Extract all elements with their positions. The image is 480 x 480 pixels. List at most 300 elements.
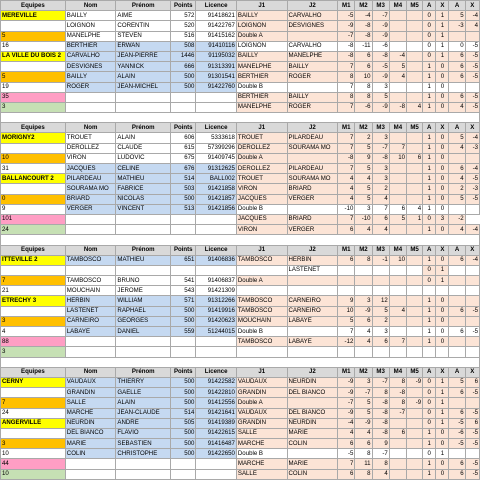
cell-a1[interactable]: 1 xyxy=(423,459,436,469)
cell-licence[interactable]: 91420623 xyxy=(196,316,237,326)
cell-a2[interactable] xyxy=(449,31,465,41)
cell-licence[interactable]: 91312266 xyxy=(196,296,237,306)
cell-j1[interactable] xyxy=(236,286,287,296)
cell-m1[interactable]: 4 xyxy=(338,174,355,184)
cell-nom[interactable]: GRANDIN xyxy=(65,388,116,398)
cell-points[interactable]: 503 xyxy=(171,184,196,194)
cell-x2[interactable]: 6 xyxy=(465,418,479,428)
cell-x2[interactable]: -5 xyxy=(465,439,479,449)
cell-m3[interactable] xyxy=(372,347,389,357)
cell-m5[interactable] xyxy=(406,337,422,347)
cell-a1[interactable]: 0 xyxy=(423,21,436,31)
cell-nom[interactable]: MARCHE xyxy=(65,408,116,418)
cell-m5[interactable] xyxy=(406,72,422,82)
cell-nom[interactable]: TROUET xyxy=(65,133,116,143)
cell-a1[interactable]: 1 xyxy=(423,133,436,143)
cell-licence[interactable]: 91419916 xyxy=(196,306,237,316)
cell-a1[interactable]: 1 xyxy=(423,428,436,438)
cell-m2[interactable]: 2 xyxy=(355,133,372,143)
cell-points[interactable]: 676 xyxy=(171,164,196,174)
cell-m4[interactable] xyxy=(389,296,406,306)
cell-j1[interactable]: Double A xyxy=(236,398,287,408)
column-header-equipes[interactable]: Equipes xyxy=(1,367,66,377)
cell-m2[interactable]: -8 xyxy=(355,31,372,41)
column-header-m5[interactable]: M5 xyxy=(406,245,422,255)
cell-m4[interactable] xyxy=(389,164,406,174)
column-header-m4[interactable]: M4 xyxy=(389,123,406,133)
cell-j1[interactable]: JACQUES xyxy=(236,194,287,204)
cell-m1[interactable]: 7 xyxy=(338,327,355,337)
cell-j1[interactable]: Double B xyxy=(236,327,287,337)
cell-licence[interactable]: 91421309 xyxy=(196,286,237,296)
cell-a1[interactable]: 0 xyxy=(423,449,436,459)
cell-m5[interactable] xyxy=(406,439,422,449)
cell-m1[interactable]: 9 xyxy=(338,296,355,306)
cell-prenom[interactable]: MATHIEU xyxy=(116,174,171,184)
cell-m1[interactable] xyxy=(338,265,355,275)
cell-m5[interactable] xyxy=(406,449,422,459)
cell-m2[interactable]: 4 xyxy=(355,337,372,347)
cell-x2[interactable]: -5 xyxy=(465,102,479,112)
cell-x2[interactable]: -5 xyxy=(465,306,479,316)
cell-points[interactable]: 500 xyxy=(171,398,196,408)
cell-m3[interactable]: -8 xyxy=(372,408,389,418)
cell-x1[interactable]: 0 xyxy=(436,327,449,337)
cell-prenom[interactable]: CELINE xyxy=(116,164,171,174)
cell-x1[interactable]: 0 xyxy=(436,153,449,163)
cell-m2[interactable]: 3 xyxy=(355,204,372,214)
column-header-m5[interactable]: M5 xyxy=(406,1,422,11)
cell-nom[interactable]: LOIGNON xyxy=(65,21,116,31)
cell-a2[interactable]: 6 xyxy=(449,62,465,72)
cell-a1[interactable]: 0 xyxy=(423,41,436,51)
cell-x1[interactable]: 1 xyxy=(436,41,449,51)
column-header-m1[interactable]: M1 xyxy=(338,1,355,11)
cell-m3[interactable]: -6 xyxy=(372,41,389,51)
cell-points[interactable]: 500 xyxy=(171,388,196,398)
cell-m4[interactable] xyxy=(389,194,406,204)
cell-equipes[interactable]: 7 xyxy=(1,398,66,408)
cell-j1[interactable]: Double A xyxy=(236,276,287,286)
cell-x2[interactable] xyxy=(465,337,479,347)
cell-licence[interactable]: 91406837 xyxy=(196,276,237,286)
column-header-points[interactable]: Points xyxy=(171,245,196,255)
cell-nom[interactable]: VAUDAUX xyxy=(65,377,116,387)
cell-m4[interactable]: 7 xyxy=(389,143,406,153)
column-header-prenom[interactable]: Prénom xyxy=(116,367,171,377)
cell-licence[interactable]: 91313391 xyxy=(196,62,237,72)
cell-m4[interactable] xyxy=(389,133,406,143)
cell-x2[interactable]: -5 xyxy=(465,428,479,438)
cell-nom[interactable] xyxy=(65,225,116,235)
cell-a1[interactable]: 1 xyxy=(423,164,436,174)
cell-points[interactable]: 500 xyxy=(171,428,196,438)
cell-points[interactable]: 541 xyxy=(171,276,196,286)
cell-m1[interactable]: 4 xyxy=(338,428,355,438)
column-header-a2[interactable]: A xyxy=(449,367,465,377)
cell-a2[interactable] xyxy=(449,296,465,306)
cell-j2[interactable]: ROGER xyxy=(287,102,338,112)
cell-j2[interactable]: COLIN xyxy=(287,469,338,479)
cell-m3[interactable]: 6 xyxy=(372,214,389,224)
cell-x1[interactable]: 0 xyxy=(436,439,449,449)
cell-m4[interactable] xyxy=(389,82,406,92)
cell-points[interactable]: 514 xyxy=(171,174,196,184)
cell-a2[interactable]: 0 xyxy=(449,41,465,51)
cell-nom[interactable]: BAILLY xyxy=(65,72,116,82)
cell-m1[interactable] xyxy=(338,276,355,286)
cell-x2[interactable] xyxy=(465,82,479,92)
cell-licence[interactable] xyxy=(196,225,237,235)
cell-x1[interactable]: 1 xyxy=(436,31,449,41)
cell-x1[interactable]: 0 xyxy=(436,306,449,316)
cell-licence[interactable]: 91406836 xyxy=(196,255,237,265)
cell-m1[interactable]: 4 xyxy=(338,184,355,194)
cell-licence[interactable]: 91415162 xyxy=(196,31,237,41)
cell-a1[interactable]: 0 xyxy=(423,377,436,387)
cell-j2[interactable]: PILARDEAU xyxy=(287,164,338,174)
cell-x2[interactable]: -5 xyxy=(465,92,479,102)
cell-licence[interactable]: 91421857 xyxy=(196,194,237,204)
column-header-m5[interactable]: M5 xyxy=(406,367,422,377)
cell-equipes[interactable]: 3 xyxy=(1,439,66,449)
cell-prenom[interactable] xyxy=(116,337,171,347)
cell-j2[interactable] xyxy=(287,449,338,459)
cell-j2[interactable] xyxy=(287,327,338,337)
column-header-x1[interactable]: X xyxy=(436,367,449,377)
cell-nom[interactable] xyxy=(65,102,116,112)
cell-licence[interactable] xyxy=(196,347,237,357)
cell-equipes[interactable]: 5 xyxy=(1,72,66,82)
cell-licence[interactable]: 91410116 xyxy=(196,41,237,51)
cell-a1[interactable] xyxy=(423,286,436,296)
column-header-x1[interactable]: X xyxy=(436,123,449,133)
cell-x2[interactable] xyxy=(465,296,479,306)
cell-x1[interactable]: 0 xyxy=(436,184,449,194)
cell-equipes[interactable]: 9 xyxy=(1,204,66,214)
cell-licence[interactable]: 91422582 xyxy=(196,377,237,387)
cell-m4[interactable] xyxy=(389,265,406,275)
cell-prenom[interactable]: GEORGES xyxy=(116,316,171,326)
cell-a1[interactable]: 1 xyxy=(423,306,436,316)
column-header-equipes[interactable]: Equipes xyxy=(1,245,66,255)
cell-points[interactable]: 500 xyxy=(171,306,196,316)
cell-m4[interactable]: 10 xyxy=(389,153,406,163)
cell-x1[interactable]: 0 xyxy=(436,428,449,438)
cell-prenom[interactable]: ALAIN xyxy=(116,72,171,82)
column-header-m5[interactable]: M5 xyxy=(406,123,422,133)
cell-j1[interactable]: JACQUES xyxy=(236,214,287,224)
cell-j1[interactable]: Double B xyxy=(236,204,287,214)
cell-prenom[interactable]: BRUNO xyxy=(116,276,171,286)
cell-x2[interactable]: -5 xyxy=(465,194,479,204)
cell-m2[interactable]: -9 xyxy=(355,418,372,428)
cell-m5[interactable] xyxy=(406,143,422,153)
cell-a1[interactable]: 1 xyxy=(423,153,436,163)
cell-nom[interactable] xyxy=(65,214,116,224)
cell-j2[interactable]: BAILLY xyxy=(287,62,338,72)
cell-points[interactable] xyxy=(171,92,196,102)
cell-x1[interactable] xyxy=(436,347,449,357)
column-header-j2[interactable]: J2 xyxy=(287,367,338,377)
column-header-m4[interactable]: M4 xyxy=(389,367,406,377)
cell-m5[interactable] xyxy=(406,347,422,357)
cell-x2[interactable]: -5 xyxy=(465,408,479,418)
cell-licence[interactable]: 91421856 xyxy=(196,204,237,214)
cell-m5[interactable] xyxy=(406,428,422,438)
cell-m3[interactable]: 5 xyxy=(372,306,389,316)
cell-a1[interactable]: 1 xyxy=(423,82,436,92)
cell-x1[interactable]: 3 xyxy=(436,214,449,224)
cell-x1[interactable]: 0 xyxy=(436,337,449,347)
cell-m2[interactable]: 5 xyxy=(355,398,372,408)
cell-j2[interactable]: DESVIGNES xyxy=(287,21,338,31)
cell-m1[interactable]: 7 xyxy=(338,82,355,92)
cell-nom[interactable]: DESVIGNES xyxy=(65,62,116,72)
column-header-a2[interactable]: A xyxy=(449,1,465,11)
cell-nom[interactable]: DEL BIANCO xyxy=(65,428,116,438)
cell-a1[interactable]: 0 xyxy=(423,398,436,408)
cell-m3[interactable] xyxy=(372,286,389,296)
cell-a1[interactable]: 0 xyxy=(423,51,436,61)
cell-m5[interactable] xyxy=(406,316,422,326)
cell-points[interactable]: 571 xyxy=(171,296,196,306)
cell-m5[interactable] xyxy=(406,11,422,21)
cell-a1[interactable]: 1 xyxy=(423,62,436,72)
cell-points[interactable]: 666 xyxy=(171,62,196,72)
cell-a1[interactable]: 1 xyxy=(423,184,436,194)
cell-a2[interactable]: 4 xyxy=(449,225,465,235)
cell-nom[interactable]: BRIARD xyxy=(65,194,116,204)
cell-m2[interactable] xyxy=(355,276,372,286)
cell-licence[interactable]: 91412556 xyxy=(196,398,237,408)
cell-a2[interactable]: -3 xyxy=(449,21,465,31)
cell-a1[interactable]: 0 xyxy=(423,214,436,224)
cell-x2[interactable] xyxy=(465,31,479,41)
cell-equipes[interactable] xyxy=(1,265,66,275)
column-header-prenom[interactable]: Prénom xyxy=(116,123,171,133)
cell-j2[interactable]: LABAYE xyxy=(287,316,338,326)
cell-j1[interactable]: Double A xyxy=(236,31,287,41)
cell-m1[interactable]: -9 xyxy=(338,408,355,418)
cell-a2[interactable]: -5 xyxy=(449,418,465,428)
cell-m2[interactable]: 4 xyxy=(355,225,372,235)
cell-m2[interactable]: 8 xyxy=(355,255,372,265)
cell-j2[interactable] xyxy=(287,204,338,214)
cell-a2[interactable]: -2 xyxy=(449,214,465,224)
cell-nom[interactable] xyxy=(65,265,116,275)
cell-m5[interactable] xyxy=(406,327,422,337)
cell-x1[interactable]: 1 xyxy=(436,377,449,387)
cell-m3[interactable]: -9 xyxy=(372,21,389,31)
cell-points[interactable] xyxy=(171,347,196,357)
cell-m5[interactable] xyxy=(406,62,422,72)
cell-m3[interactable]: -1 xyxy=(372,255,389,265)
cell-equipes[interactable]: MEREVILLE xyxy=(1,11,66,21)
cell-a1[interactable]: 1 xyxy=(423,174,436,184)
cell-points[interactable]: 516 xyxy=(171,31,196,41)
cell-j1[interactable]: BERTHIER xyxy=(236,92,287,102)
cell-j2[interactable]: MARIE xyxy=(287,428,338,438)
cell-j2[interactable]: VERGER xyxy=(287,225,338,235)
cell-m4[interactable] xyxy=(389,11,406,21)
cell-points[interactable]: 514 xyxy=(171,408,196,418)
cell-a2[interactable] xyxy=(449,449,465,459)
cell-j1[interactable]: TROUET xyxy=(236,133,287,143)
cell-m4[interactable] xyxy=(389,92,406,102)
cell-licence[interactable] xyxy=(196,102,237,112)
cell-a2[interactable]: 6 xyxy=(449,306,465,316)
cell-m4[interactable] xyxy=(389,286,406,296)
column-header-j2[interactable]: J2 xyxy=(287,1,338,11)
cell-nom[interactable]: CARNEIRO xyxy=(65,316,116,326)
cell-a2[interactable]: 6 xyxy=(449,469,465,479)
cell-a1[interactable]: 1 xyxy=(423,143,436,153)
cell-equipes[interactable]: 10 xyxy=(1,449,66,459)
cell-nom[interactable]: TAMBOSCO xyxy=(65,276,116,286)
cell-j1[interactable]: BERTHIER xyxy=(236,72,287,82)
cell-m3[interactable]: -5 xyxy=(372,62,389,72)
cell-equipes[interactable] xyxy=(1,306,66,316)
cell-m1[interactable]: 6 xyxy=(338,439,355,449)
column-header-points[interactable]: Points xyxy=(171,367,196,377)
cell-m1[interactable]: 7 xyxy=(338,62,355,72)
cell-prenom[interactable]: AIME xyxy=(116,11,171,21)
cell-m2[interactable]: 5 xyxy=(355,184,372,194)
cell-x2[interactable]: -5 xyxy=(465,62,479,72)
cell-m1[interactable]: -7 xyxy=(338,31,355,41)
cell-j1[interactable]: TROUET xyxy=(236,174,287,184)
cell-m5[interactable]: 4 xyxy=(406,102,422,112)
cell-licence[interactable]: BALL002 xyxy=(196,174,237,184)
cell-prenom[interactable]: ANDRE xyxy=(116,418,171,428)
column-header-m1[interactable]: M1 xyxy=(338,367,355,377)
cell-points[interactable] xyxy=(171,337,196,347)
column-header-nom[interactable]: Nom xyxy=(65,367,116,377)
cell-x2[interactable]: -5 xyxy=(465,72,479,82)
cell-prenom[interactable]: FABRICE xyxy=(116,184,171,194)
cell-nom[interactable]: ROGER xyxy=(65,82,116,92)
cell-j2[interactable]: BRIARD xyxy=(287,214,338,224)
cell-x2[interactable]: -5 xyxy=(465,459,479,469)
cell-x1[interactable]: 1 xyxy=(436,21,449,31)
cell-m1[interactable]: -5 xyxy=(338,449,355,459)
cell-m1[interactable]: -10 xyxy=(338,204,355,214)
cell-j2[interactable]: BAILLY xyxy=(287,92,338,102)
cell-equipes[interactable]: 3 xyxy=(1,347,66,357)
cell-licence[interactable]: 91421858 xyxy=(196,184,237,194)
cell-a2[interactable]: 6 xyxy=(449,72,465,82)
cell-a1[interactable]: 1 xyxy=(423,225,436,235)
cell-equipes[interactable]: 10 xyxy=(1,469,66,479)
cell-j1[interactable]: MARCHE xyxy=(236,439,287,449)
cell-x1[interactable]: 1 xyxy=(436,398,449,408)
cell-prenom[interactable]: JEAN-PIERRE xyxy=(116,51,171,61)
cell-m2[interactable]: 6 xyxy=(355,439,372,449)
cell-licence[interactable]: 91422767 xyxy=(196,21,237,31)
cell-x1[interactable]: 0 xyxy=(436,92,449,102)
column-header-points[interactable]: Points xyxy=(171,123,196,133)
cell-a2[interactable] xyxy=(449,204,465,214)
cell-j2[interactable]: LABAYE xyxy=(287,337,338,347)
column-header-j1[interactable]: J1 xyxy=(236,245,287,255)
cell-points[interactable] xyxy=(171,469,196,479)
cell-nom[interactable]: BERTHIER xyxy=(65,41,116,51)
cell-a2[interactable]: -5 xyxy=(449,439,465,449)
cell-x1[interactable]: 1 xyxy=(436,388,449,398)
cell-points[interactable] xyxy=(171,459,196,469)
cell-m3[interactable]: 2 xyxy=(372,316,389,326)
column-header-equipes[interactable]: Equipes xyxy=(1,1,66,11)
cell-m3[interactable]: -7 xyxy=(372,449,389,459)
cell-x1[interactable]: 0 xyxy=(436,255,449,265)
cell-m2[interactable]: 8 xyxy=(355,469,372,479)
cell-nom[interactable]: MARIE xyxy=(65,439,116,449)
cell-m3[interactable]: 3 xyxy=(372,133,389,143)
cell-m3[interactable]: -7 xyxy=(372,377,389,387)
cell-m2[interactable]: 4 xyxy=(355,327,372,337)
cell-points[interactable]: 1446 xyxy=(171,51,196,61)
cell-licence[interactable] xyxy=(196,265,237,275)
column-header-a1[interactable]: A xyxy=(423,1,436,11)
column-header-m2[interactable]: M2 xyxy=(355,245,372,255)
cell-a2[interactable] xyxy=(449,153,465,163)
cell-m4[interactable]: 10 xyxy=(389,255,406,265)
cell-m5[interactable]: -9 xyxy=(406,377,422,387)
cell-prenom[interactable]: CHRISTOPHE xyxy=(116,449,171,459)
cell-m5[interactable] xyxy=(406,255,422,265)
cell-m2[interactable]: -6 xyxy=(355,102,372,112)
cell-points[interactable]: 675 xyxy=(171,153,196,163)
cell-a2[interactable] xyxy=(449,398,465,408)
cell-points[interactable]: 500 xyxy=(171,194,196,204)
cell-x1[interactable]: 1 xyxy=(436,418,449,428)
cell-m5[interactable] xyxy=(406,31,422,41)
column-header-m3[interactable]: M3 xyxy=(372,367,389,377)
cell-j1[interactable]: TAMBOSCO xyxy=(236,255,287,265)
cell-m3[interactable]: -7 xyxy=(372,11,389,21)
cell-equipes[interactable] xyxy=(1,143,66,153)
cell-equipes[interactable]: ANGERVILLE xyxy=(1,418,66,428)
cell-equipes[interactable]: 4 xyxy=(1,327,66,337)
cell-x1[interactable]: 0 xyxy=(436,459,449,469)
cell-x2[interactable]: -4 xyxy=(465,11,479,21)
cell-licence[interactable] xyxy=(196,92,237,102)
cell-m1[interactable]: -9 xyxy=(338,388,355,398)
cell-points[interactable]: 500 xyxy=(171,82,196,92)
cell-a2[interactable]: 4 xyxy=(449,102,465,112)
cell-x1[interactable]: 0 xyxy=(436,225,449,235)
cell-points[interactable]: 508 xyxy=(171,41,196,51)
cell-a1[interactable]: 1 xyxy=(423,72,436,82)
cell-prenom[interactable]: ALAIN xyxy=(116,133,171,143)
cell-j1[interactable]: GRANDIN xyxy=(236,418,287,428)
cell-j2[interactable]: LASTENET xyxy=(287,265,338,275)
cell-x2[interactable] xyxy=(465,276,479,286)
cell-m2[interactable]: 5 xyxy=(355,164,372,174)
column-header-j2[interactable]: J2 xyxy=(287,123,338,133)
cell-m4[interactable] xyxy=(389,418,406,428)
cell-j1[interactable]: MANELPHE xyxy=(236,102,287,112)
cell-m1[interactable]: -12 xyxy=(338,337,355,347)
cell-points[interactable]: 572 xyxy=(171,11,196,21)
cell-j1[interactable] xyxy=(236,265,287,275)
cell-x1[interactable]: 0 xyxy=(436,194,449,204)
cell-points[interactable]: 500 xyxy=(171,316,196,326)
cell-prenom[interactable]: CLAUDE xyxy=(116,143,171,153)
cell-a1[interactable]: 0 xyxy=(423,11,436,21)
cell-nom[interactable]: BAILLY xyxy=(65,11,116,21)
